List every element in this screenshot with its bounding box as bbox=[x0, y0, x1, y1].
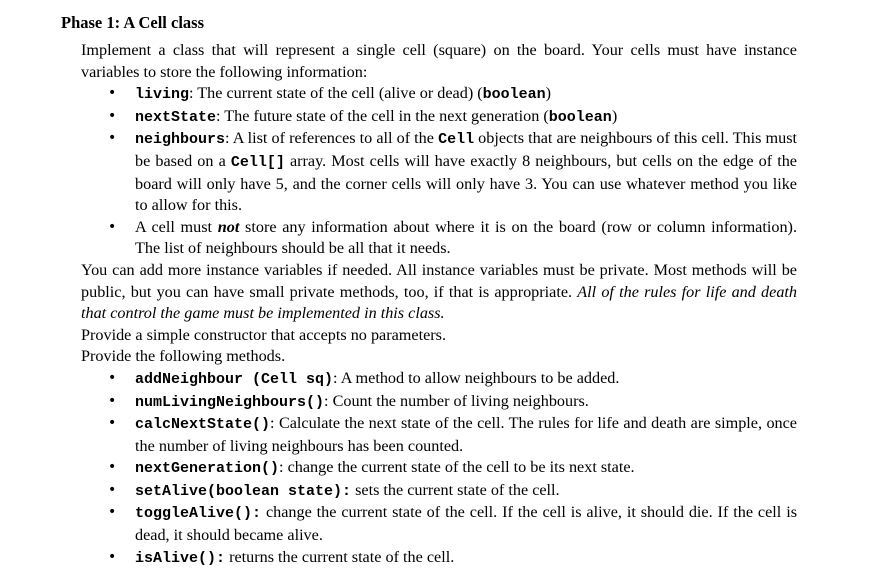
main-body bbox=[81, 40, 797, 569]
list-item: • living: The current state of the cell (alive or dead) (boolean) bbox=[81, 83, 797, 106]
instance-variables-list bbox=[81, 83, 797, 260]
list-item: • numLivingNeighbours(): Count the number of living neighbours. bbox=[81, 391, 797, 414]
intro-paragraph: Implement a class that will represent a single cell (square) on the board. Your cells must have instance variables to store the following information: bbox=[81, 41, 797, 81]
list-item: • nextState: The future state of the cell in the next generation (boolean) bbox=[81, 106, 797, 129]
private-paragraph: You can add more instance variables if needed. All instance variables must be private. Most methods will be public, but you can have small private methods, too, if that is appropriate. All of the rules for life and death that control the game must be implemented in this class. bbox=[81, 260, 797, 323]
list-item: • addNeighbour (Cell sq): A method to allow neighbours to be added. bbox=[81, 368, 797, 391]
constructor-line: Provide a simple constructor that accepts no parameters. bbox=[81, 325, 446, 344]
list-item: • toggleAlive(): change the current state of the cell. If the cell is alive, it should die. If the cell is dead, it should became alive. bbox=[81, 502, 797, 546]
list-item: • neighbours: A list of references to all of the Cell objects that are neighbours of this cell. This must be based on a Cell[] array. Most cells will have exactly 8 neighbours, but cells on the edge of the board will only have 5, and the corner cells will only have 3. You can use whatever method you like to allow for this. bbox=[81, 128, 797, 216]
methods-list bbox=[81, 368, 797, 569]
list-item: • calcNextState(): Calculate the next state of the cell. The rules for life and death are simple, once the number of living neighbours has been counted. bbox=[81, 413, 797, 457]
list-item: • nextGeneration(): change the current state of the cell to be its next state. bbox=[81, 457, 797, 480]
list-item: • isAlive(): returns the current state of the cell. bbox=[81, 547, 797, 570]
methods-intro: Provide the following methods. bbox=[81, 347, 286, 366]
list-item: • A cell must not store any information about where it is on the board (row or column information). The list of neighbours should be all that it needs. bbox=[81, 217, 797, 260]
section-heading: Phase 1: A Cell class bbox=[61, 13, 204, 32]
list-item: • setAlive(boolean state): sets the current state of the cell. bbox=[81, 480, 797, 503]
